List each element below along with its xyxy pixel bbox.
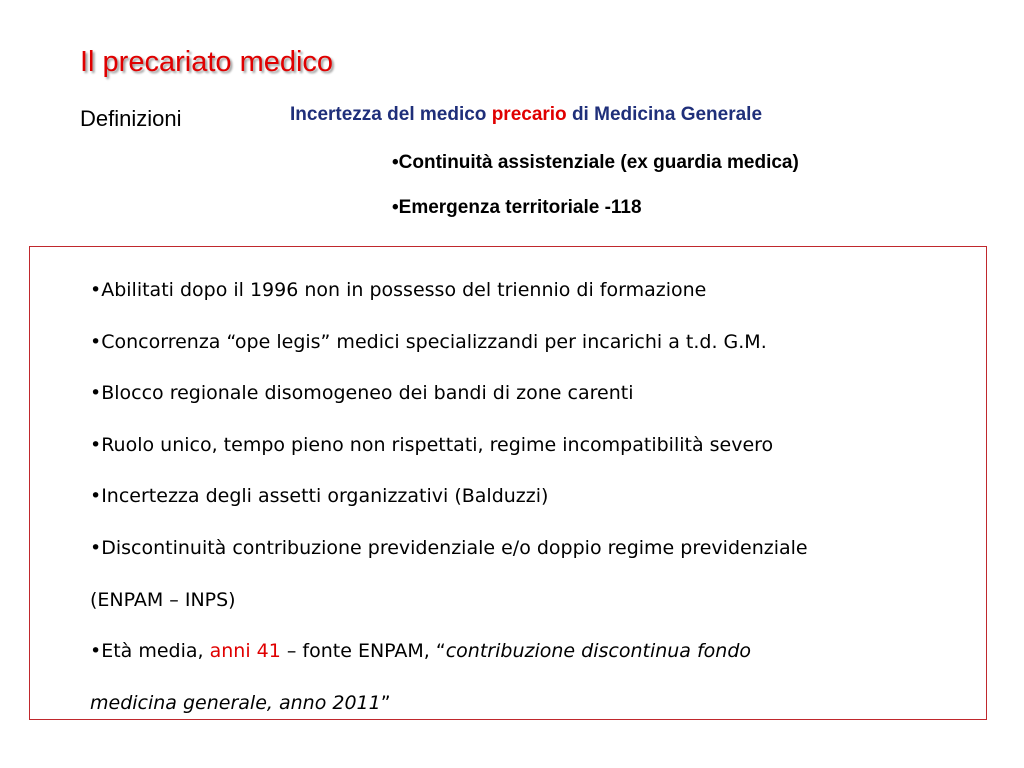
heading-part-3: di Medicina Generale: [566, 104, 763, 125]
heading-bullet-item: •Continuità assistenziale (ex guardia medica): [392, 152, 799, 173]
age-prefix: •Età media,: [90, 640, 210, 663]
list-item: •Discontinuità contribuzione previdenziale e/o doppio regime previdenziale: [90, 536, 808, 559]
content-box: [29, 246, 987, 720]
section-heading: [290, 104, 762, 126]
slide-title: Il precariato medico: [80, 46, 334, 78]
heading-part-1: Incertezza del medico: [290, 104, 492, 125]
age-quote-2: medicina generale, anno 2011: [90, 691, 381, 714]
age-middle: – fonte ENPAM, “: [280, 640, 446, 663]
heading-bullet-list: [392, 150, 799, 240]
heading-highlight: precario: [491, 104, 567, 125]
list-item-age-continuation: [90, 678, 966, 730]
age-highlight: anni 41: [209, 640, 281, 663]
slide-subtitle: Definizioni: [80, 106, 182, 131]
list-item: •Concorrenza “ope legis” medici specializzandi per incarichi a t.d. G.M.: [90, 330, 767, 353]
list-item: •Blocco regionale disomogeneo dei bandi di zone carenti: [90, 382, 634, 405]
list-item-age: [90, 626, 966, 678]
heading-bullet-item: •Emergenza territoriale -118: [392, 197, 642, 218]
age-suffix: ”: [380, 691, 391, 714]
age-quote-1: contribuzione discontinua fondo: [445, 640, 752, 663]
list-item: •Incertezza degli assetti organizzativi (Balduzzi): [90, 485, 549, 508]
list-item: •Abilitati dopo il 1996 non in possesso del triennio di formazione: [90, 279, 707, 301]
list-item-continuation: (ENPAM – INPS): [90, 588, 236, 611]
bullet-list: [90, 265, 966, 729]
list-item: •Ruolo unico, tempo pieno non rispettati, regime incompatibilità severo: [90, 433, 774, 456]
